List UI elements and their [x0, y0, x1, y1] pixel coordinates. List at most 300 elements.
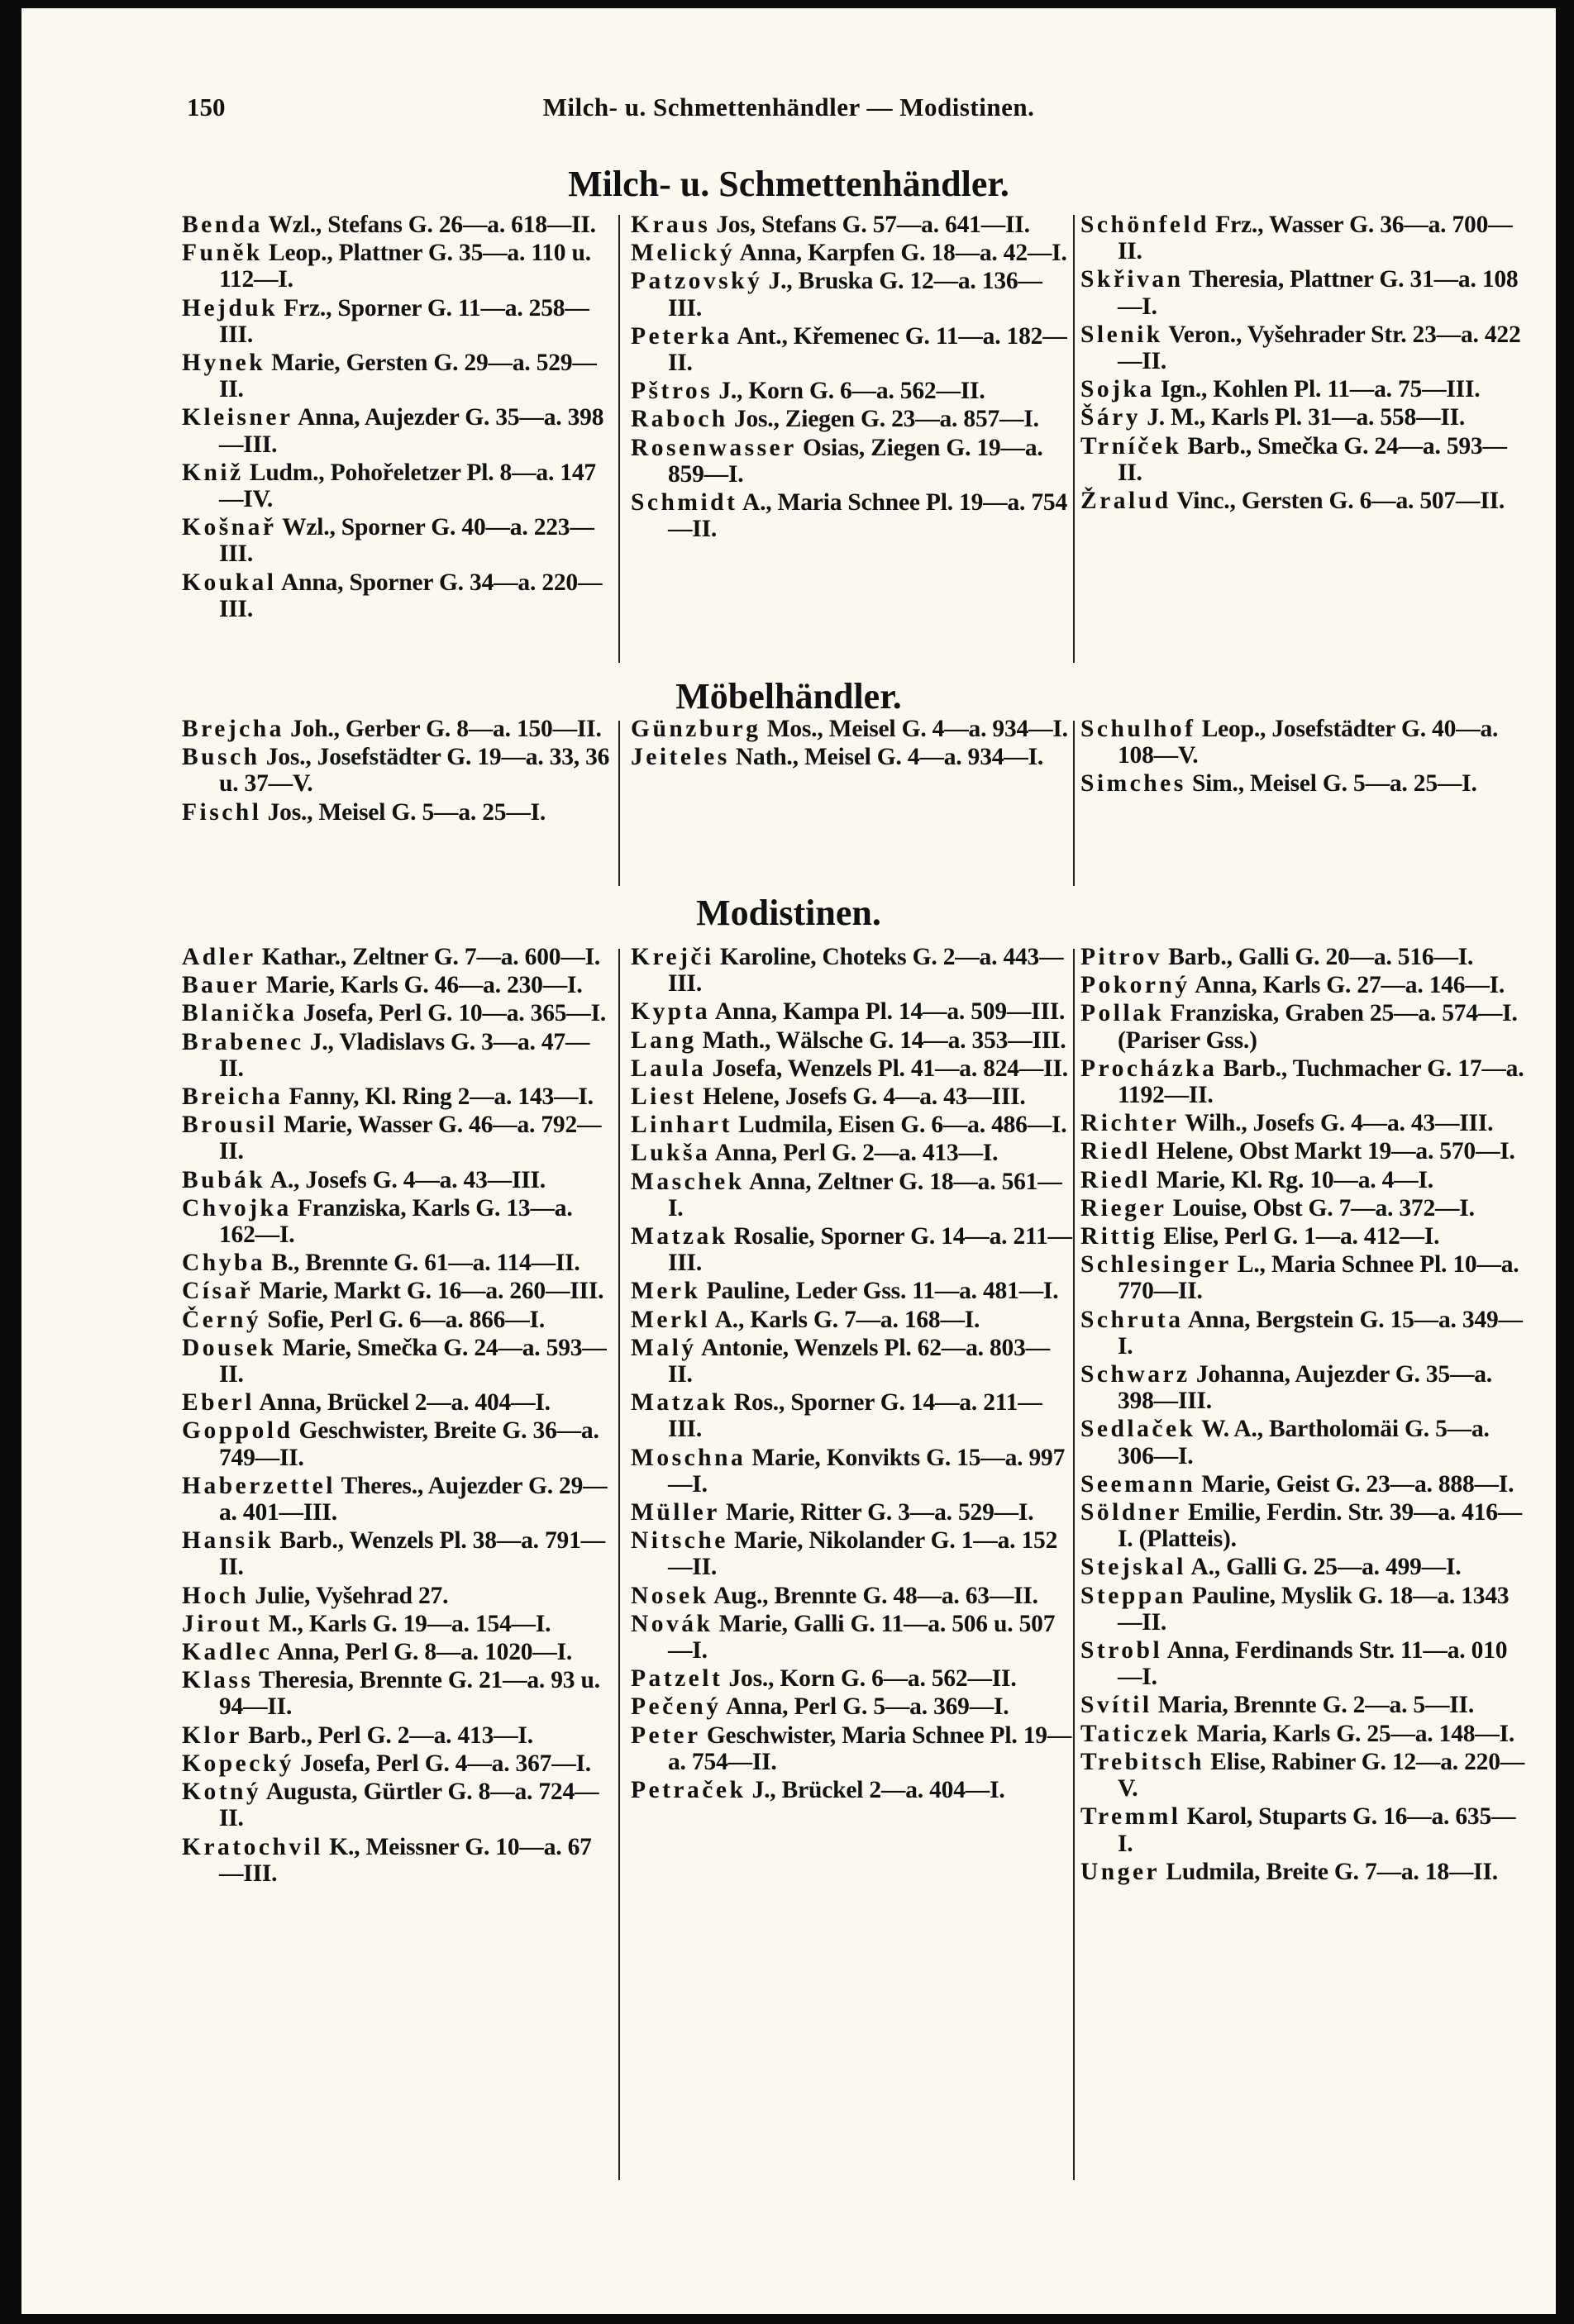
directory-entry	[182, 1029, 610, 1082]
directory-entry	[182, 1583, 610, 1609]
entry-details: Ludm., Pohořeletzer Pl. 8—a. 147—IV.	[219, 459, 596, 513]
entry-details: Jos., Meisel G. 5—a. 25—I.	[267, 798, 546, 826]
entry-name: Klass	[182, 1667, 254, 1694]
entry-name: Merkl	[631, 1306, 711, 1333]
section-title-moebel: Möbelhändler.	[675, 676, 902, 717]
entry-name: Riedl	[1080, 1138, 1151, 1165]
entry-name: Fischl	[182, 798, 262, 826]
entry-details: J. M., Karls Pl. 31—a. 558—II.	[1147, 404, 1466, 431]
entry-details: Augusta, Gürtler G. 8—a. 724—II.	[219, 1779, 599, 1832]
directory-entry	[1080, 1721, 1527, 1747]
entry-details: Johanna, Aujezder G. 35—a. 398—III.	[1118, 1361, 1492, 1415]
moebel-column-3	[1080, 716, 1527, 799]
entry-details: Elise, Rabiner G. 12—a. 220—V.	[1118, 1748, 1525, 1803]
directory-entry	[182, 1417, 610, 1470]
entry-name: Peterka	[631, 322, 732, 350]
entry-details: Antonie, Wenzels Pl. 62—a. 803—II.	[668, 1334, 1050, 1388]
entry-details: Theresia, Brennte G. 21—a. 93 u. 94—II.	[219, 1667, 600, 1721]
entry-details: Wilh., Josefs G. 4—a. 43—III.	[1185, 1110, 1494, 1137]
directory-entry	[631, 1389, 1072, 1442]
entry-name: Brabenec	[182, 1028, 304, 1055]
entry-name: Patzovský	[631, 268, 763, 295]
milch-column-1	[182, 212, 610, 624]
entry-details: Anna, Karpfen G. 18—a. 42—I.	[739, 240, 1067, 267]
entry-details: Marie, Konvikts G. 15—a. 997—I.	[668, 1444, 1066, 1498]
entry-name: Rosenwasser	[631, 434, 797, 461]
directory-entry	[1080, 488, 1527, 514]
modistinen-column-2	[631, 944, 1072, 1805]
entry-name: Brousil	[182, 1112, 278, 1139]
entry-details: Anna, Brückel 2—a. 404—I.	[259, 1389, 551, 1417]
entry-details: Marie, Nikolander G. 1—a. 152—II.	[668, 1527, 1058, 1581]
directory-entry	[1080, 433, 1527, 486]
entry-details: Marie, Ritter G. 3—a. 529—I.	[726, 1499, 1034, 1526]
moebel-column-1	[182, 716, 610, 827]
entry-name: Melický	[631, 240, 736, 267]
directory-entry	[631, 1223, 1072, 1276]
entry-name: Pokorný	[1080, 972, 1190, 999]
entry-name: Müller	[631, 1499, 720, 1526]
directory-entry	[182, 972, 610, 998]
directory-entry	[182, 944, 610, 970]
entry-name: Schmidt	[631, 489, 738, 517]
directory-entry	[1080, 1749, 1527, 1802]
directory-entry	[631, 1307, 1072, 1333]
milch-column-3	[1080, 212, 1527, 516]
directory-entry	[182, 1335, 610, 1388]
directory-entry	[1080, 1138, 1527, 1164]
entry-details: Ign., Kohlen Pl. 11—a. 75—III.	[1160, 376, 1481, 403]
directory-entry	[1080, 1859, 1527, 1885]
directory-entry	[1080, 972, 1527, 998]
moebel-column-2	[631, 716, 1072, 772]
entry-details: Mos., Meisel G. 4—a. 934—I.	[766, 716, 1068, 742]
directory-entry	[631, 1499, 1072, 1526]
entry-name: Skřivan	[1080, 266, 1184, 293]
entry-name: Haberzettel	[182, 1472, 336, 1499]
entry-name: Benda	[182, 212, 263, 238]
entry-details: Anna, Aujezder G. 35—a. 398—III.	[219, 404, 604, 458]
directory-entry	[182, 1639, 610, 1665]
entry-name: Brejcha	[182, 716, 284, 742]
entry-details: Marie, Wasser G. 46—a. 792—II.	[219, 1112, 602, 1165]
directory-entry	[182, 460, 610, 512]
entry-details: Jos, Stefans G. 57—a. 641—II.	[716, 212, 1030, 238]
entry-name: Lukša	[631, 1140, 711, 1167]
entry-name: Pštros	[631, 378, 713, 405]
entry-details: Franziska, Karls G. 13—a. 162—I.	[219, 1194, 573, 1249]
directory-entry	[182, 1611, 610, 1637]
entry-details: Louise, Obst G. 7—a. 372—I.	[1172, 1194, 1475, 1222]
directory-entry	[631, 268, 1072, 321]
entry-details: A., Josefs G. 4—a. 43—III.	[269, 1166, 546, 1193]
entry-details: Sofie, Perl G. 6—a. 866—I.	[267, 1306, 545, 1333]
entry-name: Svítil	[1080, 1692, 1152, 1719]
directory-entry	[1080, 1416, 1527, 1469]
entry-details: Josefa, Perl G. 4—a. 367—I.	[300, 1750, 591, 1777]
entry-details: Marie, Markt G. 16—a. 260—III.	[259, 1278, 604, 1305]
directory-entry	[1080, 1803, 1527, 1856]
entry-details: Emilie, Ferdin. Str. 39—a. 416—I. (Platteis).	[1118, 1499, 1523, 1553]
entry-details: Marie, Galli G. 11—a. 506 u. 507—I.	[668, 1610, 1056, 1664]
entry-details: Pauline, Myslik G. 18—a. 1343—II.	[1118, 1582, 1510, 1636]
directory-entry	[182, 1195, 610, 1248]
entry-name: Matzak	[631, 1389, 728, 1417]
entry-name: Linhart	[631, 1112, 732, 1139]
entry-details: Marie, Gersten G. 29—a. 529—II.	[219, 350, 597, 403]
entry-name: Jirout	[182, 1610, 263, 1637]
directory-entry	[631, 744, 1072, 770]
directory-entry	[1080, 716, 1527, 769]
directory-entry	[182, 1307, 610, 1333]
entry-name: Schruta	[1080, 1306, 1184, 1333]
entry-name: Schönfeld	[1080, 212, 1210, 238]
directory-entry	[182, 716, 610, 742]
entry-name: Stejskal	[1080, 1554, 1186, 1581]
entry-name: Sedlaček	[1080, 1416, 1196, 1443]
entry-details: Aug., Brennte G. 48—a. 63—II.	[713, 1582, 1038, 1609]
entry-details: J., Bruska G. 12—a. 136—III.	[668, 268, 1042, 321]
entry-name: Moschna	[631, 1444, 746, 1471]
entry-name: Malý	[631, 1334, 697, 1361]
directory-entry	[182, 1083, 610, 1110]
entry-details: Helene, Josefs G. 4—a. 43—III.	[702, 1083, 1026, 1111]
entry-details: Wzl., Sporner G. 40—a. 223—III.	[219, 514, 594, 568]
directory-entry	[1080, 212, 1527, 264]
entry-name: Patzelt	[631, 1665, 723, 1693]
directory-entry	[631, 1140, 1072, 1166]
entry-details: Leop., Plattner G. 35—a. 110 u. 112—I.	[219, 240, 591, 293]
entry-name: Bauer	[182, 972, 260, 999]
entry-details: Josefa, Wenzels Pl. 41—a. 824—II.	[712, 1055, 1068, 1082]
directory-entry	[1080, 1055, 1527, 1108]
directory-entry	[182, 404, 610, 457]
directory-entry	[1080, 1307, 1527, 1360]
entry-name: Hejduk	[182, 294, 279, 321]
entry-details: Karol, Stuparts G. 16—a. 635—I.	[1118, 1803, 1516, 1857]
entry-name: Steppan	[1080, 1582, 1186, 1609]
entry-details: Barb., Galli G. 20—a. 516—I.	[1168, 944, 1474, 970]
directory-entry	[182, 1667, 610, 1720]
entry-name: Merk	[631, 1278, 701, 1305]
directory-entry	[182, 1722, 610, 1749]
entry-details: Franziska, Graben 25—a. 574—I. (Pariser Gss.)	[1118, 1000, 1518, 1054]
directory-entry	[1080, 1223, 1527, 1250]
directory-entry	[182, 212, 610, 238]
entry-details: Jos., Korn G. 6—a. 562—II.	[728, 1665, 1017, 1693]
entry-name: Kadlec	[182, 1639, 273, 1666]
entry-name: Kleisner	[182, 404, 293, 431]
entry-name: Kypta	[631, 998, 711, 1026]
entry-name: Hansik	[182, 1527, 274, 1555]
entry-name: Blanička	[182, 1000, 298, 1027]
directory-entry	[631, 1583, 1072, 1609]
directory-entry	[1080, 376, 1527, 402]
entry-details: Wzl., Stefans G. 26—a. 618—II.	[268, 212, 596, 238]
entry-name: Trníček	[1080, 432, 1182, 460]
entry-details: W. A., Bartholomäi G. 5—a. 306—I.	[1118, 1416, 1490, 1469]
entry-name: Nitsche	[631, 1527, 728, 1555]
entry-name: Tremml	[1080, 1803, 1181, 1831]
entry-details: Anna, Perl G. 5—a. 369—I.	[726, 1693, 1009, 1721]
directory-entry	[631, 1777, 1072, 1803]
directory-entry	[182, 1389, 610, 1416]
directory-entry	[182, 1278, 610, 1304]
entry-details: L., Maria Schnee Pl. 10—a. 770—II.	[1118, 1251, 1519, 1305]
entry-details: Marie, Geist G. 23—a. 888—I.	[1201, 1470, 1514, 1498]
directory-entry	[1080, 1637, 1527, 1690]
entry-name: Richter	[1080, 1110, 1180, 1137]
directory-entry	[1080, 1251, 1527, 1304]
directory-entry	[1080, 266, 1527, 319]
directory-entry	[182, 569, 610, 622]
directory-entry	[1080, 1000, 1527, 1053]
directory-entry	[182, 1473, 610, 1526]
entry-name: Seemann	[1080, 1470, 1196, 1498]
entry-name: Černý	[182, 1306, 262, 1333]
directory-page	[21, 8, 1556, 2314]
entry-details: Osias, Ziegen G. 19—a. 859—I.	[668, 434, 1043, 488]
entry-details: Rosalie, Sporner G. 14—a. 211—III.	[668, 1223, 1072, 1277]
entry-details: A., Maria Schnee Pl. 19—a. 754—II.	[668, 489, 1068, 543]
directory-entry	[182, 1527, 610, 1580]
entry-details: Kathar., Zeltner G. 7—a. 600—I.	[261, 944, 601, 970]
entry-name: Hoch	[182, 1582, 250, 1609]
directory-entry	[1080, 1499, 1527, 1552]
entry-details: Theresia, Plattner G. 31—a. 108—I.	[1118, 266, 1519, 320]
entry-details: J., Vladislavs G. 3—a. 47—II.	[219, 1028, 590, 1082]
directory-entry	[182, 350, 610, 402]
directory-entry	[631, 1169, 1072, 1222]
directory-entry	[631, 406, 1072, 432]
entry-name: Pitrov	[1080, 944, 1163, 970]
entry-name: Petraček	[631, 1777, 746, 1804]
directory-entry	[1080, 404, 1527, 431]
entry-name: Busch	[182, 744, 260, 771]
directory-entry	[631, 716, 1072, 742]
entry-name: Pollak	[1080, 1000, 1165, 1027]
modistinen-column-3	[1080, 944, 1527, 1887]
entry-name: Maschek	[631, 1168, 745, 1195]
entry-name: Matzak	[631, 1223, 728, 1250]
section-title-milch: Milch- u. Schmettenhändler.	[568, 164, 1009, 204]
entry-name: Chvojka	[182, 1194, 292, 1222]
entry-details: Helene, Obst Markt 19—a. 570—I.	[1156, 1138, 1515, 1165]
section-title-modistinen: Modistinen.	[696, 893, 881, 933]
column-rule	[618, 949, 620, 2180]
entry-details: Barb., Wenzels Pl. 38—a. 791—II.	[219, 1527, 605, 1581]
entry-details: Anna, Bergstein G. 15—a. 349—I.	[1118, 1306, 1523, 1360]
entry-details: Ludmila, Breite G. 7—a. 18—II.	[1166, 1858, 1498, 1885]
entry-details: Anna, Karls G. 27—a. 146—I.	[1195, 972, 1505, 999]
entry-details: Julie, Vyšehrad 27.	[255, 1582, 449, 1609]
entry-details: Barb., Smečka G. 24—a. 593—II.	[1118, 432, 1507, 486]
directory-entry	[631, 435, 1072, 488]
entry-name: Košnař	[182, 514, 277, 541]
entry-details: Leop., Josefstädter G. 40—a. 108—V.	[1118, 716, 1499, 769]
entry-name: Günzburg	[631, 716, 761, 742]
column-rule	[618, 215, 620, 663]
entry-name: Schlesinger	[1080, 1251, 1232, 1279]
page-header	[21, 84, 1556, 126]
directory-entry	[631, 378, 1072, 404]
directory-entry	[1080, 321, 1527, 374]
entry-details: Marie, Kl. Rg. 10—a. 4—I.	[1156, 1166, 1433, 1193]
directory-entry	[1080, 1554, 1527, 1580]
entry-name: Novák	[631, 1610, 713, 1637]
entry-details: Anna, Zeltner G. 18—a. 561—I.	[668, 1168, 1062, 1222]
entry-name: Sojka	[1080, 376, 1155, 403]
entry-name: Koukal	[182, 569, 277, 596]
entry-details: Barb., Perl G. 2—a. 413—I.	[248, 1722, 533, 1749]
entry-name: Liest	[631, 1083, 697, 1111]
entry-name: Kratochvil	[182, 1833, 324, 1860]
directory-entry	[182, 514, 610, 567]
directory-entry	[631, 1055, 1072, 1082]
directory-entry	[182, 744, 610, 797]
entry-details: Geschwister, Breite G. 36—a. 749—II.	[219, 1417, 599, 1471]
directory-entry	[1080, 770, 1527, 797]
directory-entry	[182, 1112, 610, 1164]
directory-entry	[631, 1112, 1072, 1138]
entry-name: Rieger	[1080, 1194, 1167, 1222]
modistinen-column-1	[182, 944, 610, 1888]
entry-details: Jos., Josefstädter G. 19—a. 33, 36 u. 37—V.	[219, 744, 610, 798]
entry-details: Pauline, Leder Gss. 11—a. 481—I.	[706, 1278, 1059, 1305]
directory-entry	[631, 323, 1072, 376]
entry-details: Theres., Aujezder G. 29—a. 401—III.	[219, 1472, 608, 1526]
directory-entry	[631, 1445, 1072, 1498]
entry-name: Pečený	[631, 1693, 722, 1721]
entry-name: Kniž	[182, 459, 244, 486]
entry-details: A., Karls G. 7—a. 168—I.	[714, 1306, 980, 1333]
column-rule	[1073, 215, 1075, 663]
entry-details: Veron., Vyšehrader Str. 23—a. 422—II.	[1118, 321, 1521, 375]
directory-entry	[182, 1834, 610, 1887]
entry-name: Funěk	[182, 240, 263, 267]
entry-name: Slenik	[1080, 321, 1163, 348]
entry-name: Procházka	[1080, 1055, 1218, 1082]
directory-entry	[1080, 1195, 1527, 1222]
column-rule	[618, 721, 620, 886]
entry-details: Karoline, Choteks G. 2—a. 443—III.	[668, 944, 1064, 998]
directory-entry	[1080, 944, 1527, 970]
entry-details: J., Brückel 2—a. 404—I.	[751, 1777, 1005, 1804]
directory-entry	[1080, 1167, 1527, 1193]
milch-column-2	[631, 212, 1072, 544]
entry-details: Frz., Wasser G. 36—a. 700—II.	[1118, 212, 1513, 265]
entry-details: Joh., Gerber G. 8—a. 150—II.	[290, 716, 602, 742]
entry-name: Breicha	[182, 1083, 284, 1111]
directory-entry	[182, 1750, 610, 1777]
entry-details: Geschwister, Maria Schnee Pl. 19—a. 754—II.	[668, 1722, 1072, 1775]
entry-name: Žralud	[1080, 488, 1171, 515]
entry-name: Adler	[182, 944, 256, 970]
entry-name: Bubák	[182, 1166, 266, 1193]
entry-name: Schulhof	[1080, 716, 1196, 742]
directory-entry	[182, 1167, 610, 1193]
entry-name: Krejči	[631, 944, 714, 970]
directory-entry	[1080, 1361, 1527, 1414]
directory-entry	[631, 1722, 1072, 1775]
entry-name: Rittig	[1080, 1223, 1158, 1250]
entry-details: Anna, Perl G. 2—a. 413—I.	[714, 1140, 999, 1167]
entry-name: Peter	[631, 1722, 701, 1749]
directory-entry	[631, 1335, 1072, 1388]
entry-name: Dousek	[182, 1334, 277, 1361]
directory-entry	[182, 1250, 610, 1276]
entry-name: Šáry	[1080, 404, 1141, 431]
entry-details: Ros., Sporner G. 14—a. 211—III.	[668, 1389, 1042, 1443]
directory-entry	[1080, 1471, 1527, 1498]
entry-name: Strobl	[1080, 1637, 1163, 1664]
entry-details: Ant., Křemenec G. 11—a. 182—II.	[668, 322, 1067, 377]
entry-details: B., Brennte G. 61—a. 114—II.	[271, 1250, 580, 1277]
column-rule	[1073, 949, 1075, 2180]
column-rule	[1073, 721, 1075, 886]
entry-details: Anna, Sporner G. 34—a. 220—III.	[219, 569, 603, 622]
entry-name: Laula	[631, 1055, 707, 1082]
directory-entry	[631, 1278, 1072, 1304]
entry-name: Kraus	[631, 212, 711, 238]
entry-details: Ludmila, Eisen G. 6—a. 486—I.	[738, 1112, 1067, 1139]
entry-name: Lang	[631, 1026, 697, 1054]
entry-details: Marie, Karls G. 46—a. 230—I.	[265, 972, 583, 999]
directory-entry	[631, 944, 1072, 997]
entry-details: Anna, Perl G. 8—a. 1020—I.	[277, 1639, 573, 1666]
directory-entry	[182, 295, 610, 348]
entry-name: Raboch	[631, 406, 728, 433]
entry-details: A., Galli G. 25—a. 499—I.	[1190, 1554, 1462, 1581]
entry-name: Simches	[1080, 770, 1186, 798]
entry-details: J., Korn G. 6—a. 562—II.	[718, 378, 985, 405]
entry-details: Elise, Perl G. 1—a. 412—I.	[1163, 1223, 1440, 1250]
entry-details: Frz., Sporner G. 11—a. 258—III.	[219, 294, 589, 348]
entry-name: Unger	[1080, 1858, 1161, 1885]
entry-name: Chyba	[182, 1250, 266, 1277]
entry-details: Anna, Kampa Pl. 14—a. 509—III.	[714, 998, 1066, 1026]
entry-details: Nath., Meisel G. 4—a. 934—I.	[735, 744, 1044, 771]
entry-name: Kotný	[182, 1779, 262, 1806]
directory-entry	[631, 1527, 1072, 1580]
directory-entry	[1080, 1583, 1527, 1636]
entry-details: Math., Wälsche G. 14—a. 353—III.	[702, 1026, 1066, 1054]
entry-name: Kopecký	[182, 1750, 294, 1777]
entry-name: Goppold	[182, 1417, 293, 1445]
entry-details: Marie, Smečka G. 24—a. 593—II.	[219, 1334, 607, 1388]
entry-details: Josefa, Perl G. 10—a. 365—I.	[303, 1000, 607, 1027]
directory-entry	[182, 799, 610, 826]
entry-name: Trebitsch	[1080, 1748, 1205, 1775]
directory-entry	[631, 489, 1072, 542]
entry-details: Maria, Karls G. 25—a. 148—I.	[1196, 1720, 1515, 1747]
entry-details: M., Karls G. 19—a. 154—I.	[268, 1610, 551, 1637]
directory-entry	[631, 1083, 1072, 1110]
entry-name: Taticzek	[1080, 1720, 1191, 1747]
running-title: Milch- u. Schmettenhändler — Modistinen.	[542, 93, 1035, 121]
entry-details: Vinc., Gersten G. 6—a. 507—II.	[1176, 488, 1505, 515]
entry-name: Klor	[182, 1722, 242, 1749]
entry-name: Nosek	[631, 1582, 709, 1609]
directory-entry	[631, 1665, 1072, 1692]
entry-name: Císař	[182, 1278, 254, 1305]
entry-details: Barb., Tuchmacher G. 17—a. 1192—II.	[1118, 1055, 1524, 1109]
directory-entry	[631, 998, 1072, 1025]
entry-details: Jos., Ziegen G. 23—a. 857—I.	[733, 406, 1039, 433]
entry-name: Riedl	[1080, 1166, 1151, 1193]
entry-name: Söldner	[1080, 1499, 1182, 1526]
directory-entry	[631, 1693, 1072, 1720]
